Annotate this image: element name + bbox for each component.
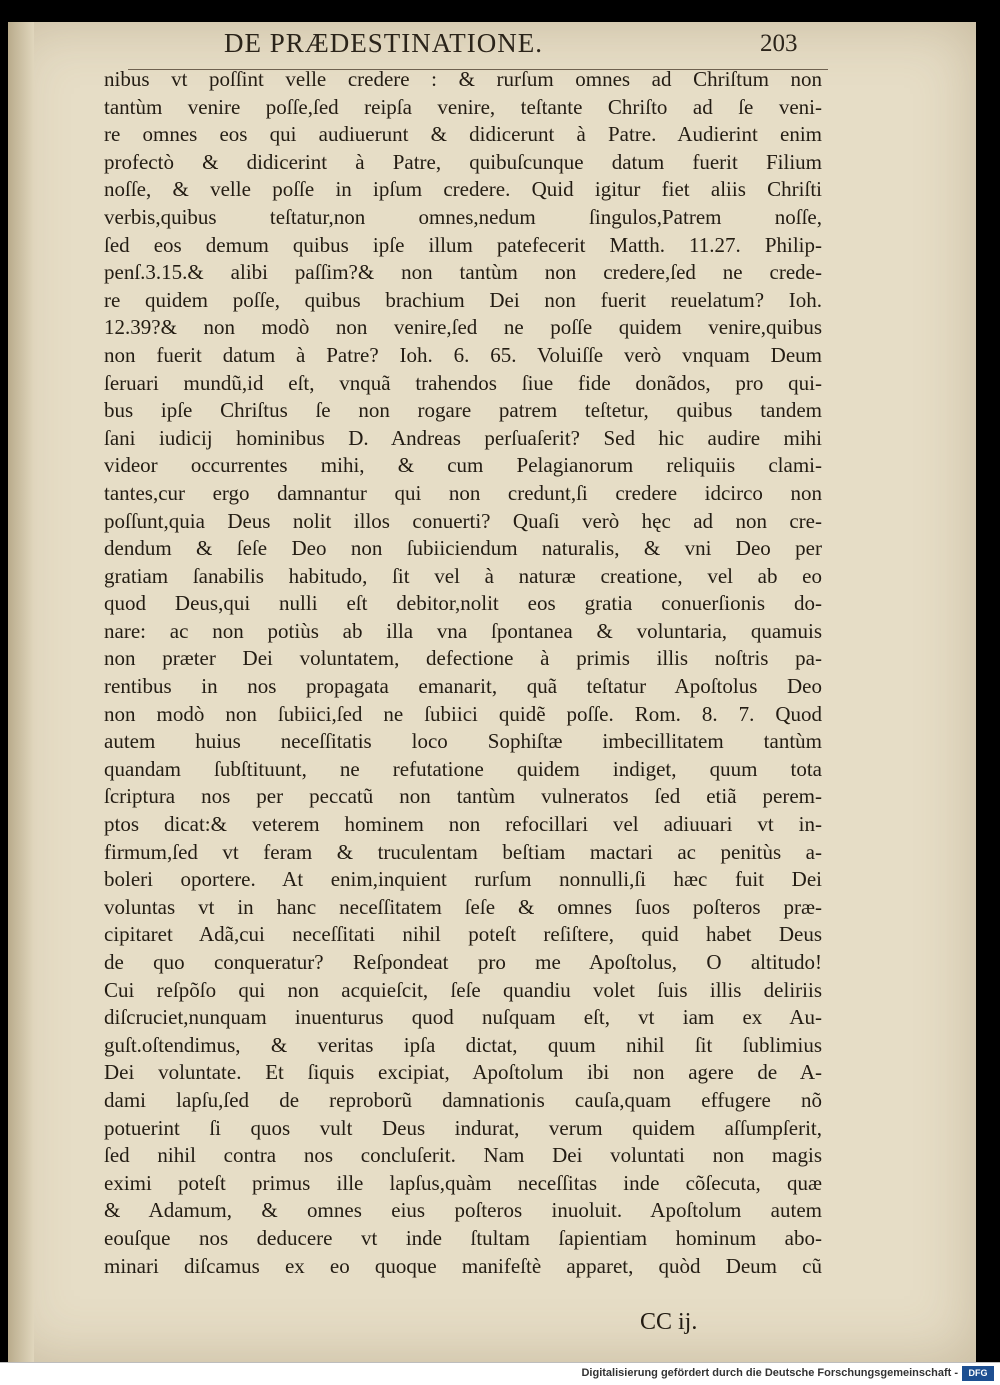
text-line: ſani iudicij hominibus D. Andreas perſuaſerit? Sed hic audire mihi: [104, 425, 822, 450]
text-line: firmum,ſed vt feram & truculentam beſtiam mactari ac penitùs a-: [104, 839, 822, 864]
text-line: diſcruciet,nunquam inuenturus quod nuſquam eſt, vt iam ex Au-: [104, 1005, 822, 1030]
text-line: penſ.3.15.& alibi paſſim?& non tantùm non credere,ſed ne crede-: [104, 260, 822, 285]
body-text: [104, 66, 822, 1280]
page-number: 203: [760, 30, 798, 57]
text-line: Cui reſpõſo qui non acquieſcit, ſeſe quandiu volet ſuis illis deliriis: [104, 977, 822, 1002]
text-line: voluntas vt in hanc neceſſitatem ſeſe & omnes ſuos poſteros præ-: [104, 894, 822, 919]
text-line: tantes,cur ergo damnantur qui non credunt,ſi credere idcirco non: [104, 480, 822, 505]
text-line: quandam ſubſtituunt, ne refutatione quidem indiget, quum tota: [104, 756, 822, 781]
text-line: cipitaret Adã,cui neceſſitati nihil poteſt reſiſtere, quid habet Deus: [104, 922, 822, 947]
text-line: autem huius neceſſitatis loco Sophiſtæ imbecillitatem tantùm: [104, 729, 822, 754]
text-line: 12.39?& non modò non venire,ſed ne poſſe quidem venire,quibus: [104, 315, 822, 340]
text-line: dami lapſu,ſed de reproborũ damnationis cauſa,quam effugere nõ: [104, 1087, 822, 1112]
text-line: guſt.oſtendimus, & veritas ipſa dictat, quum nihil ſit ſublimius: [104, 1032, 822, 1057]
text-line: re quidem poſſe, quibus brachium Dei non fuerit reuelatum? Ioh.: [104, 287, 822, 312]
text-line: nibus vt poſſint velle credere : & rurſum omnes ad Chriſtum non: [104, 67, 822, 91]
text-line: quod Deus,qui nulli eſt debitor,nolit eos gratia conuerſionis do-: [104, 591, 822, 616]
book-page: [8, 22, 976, 1362]
footer-bar: [0, 1362, 1000, 1385]
text-line: verbis,quibus teſtatur,non omnes,nedum ſingulos,Patrem noſſe,: [104, 204, 822, 229]
text-line: eouſque nos deducere vt inde ſtultam ſapientiam hominum abo-: [104, 1225, 822, 1250]
text-line: ptos dicat:& veterem hominem non refocillari vel adiuuari vt in-: [104, 812, 822, 837]
running-title: DE PRÆDESTINATIONE.: [224, 28, 543, 58]
text-line: tantùm venire poſſe,ſed reipſa venire, teſtante Chriſto ad ſe veni-: [104, 94, 822, 119]
text-line: poſſunt,quia Deus nolit illos conuerti? Quaſi verò hęc ad non cre-: [104, 508, 822, 533]
page-header: [8, 28, 976, 68]
text-line: de quo conqueratur? Reſpondeat pro me Apoſtolus, O altitudo!: [104, 950, 822, 974]
text-line: bus ipſe Chriſtus ſe non rogare patrem teſtetur, quibus tandem: [104, 398, 822, 423]
text-line: nare: ac non potiùs ab illa vna ſpontanea & voluntaria, quamuis: [104, 618, 822, 643]
text-line: ſed nihil contra nos concluſerit. Nam Dei voluntati non magis: [104, 1143, 822, 1168]
text-line: non fuerit datum à Patre? Ioh. 6. 65. Voluiſſe verò vnquam Deum: [104, 342, 822, 367]
page-gutter: [8, 22, 34, 1362]
dfg-logo: DFG: [962, 1366, 994, 1381]
text-line: ſcriptura nos per peccatũ non tantùm vulneratos ſed etiã perem-: [104, 784, 822, 809]
text-line: & Adamum, & omnes eius poſteros inuoluit. Apoſtolum autem: [104, 1198, 822, 1223]
text-line: gratiam ſanabilis habitudo, ſit vel à naturæ creatione, vel ab eo: [104, 563, 822, 588]
text-line: dendum & ſeſe Deo non ſubiiciendum naturalis, & vni Deo per: [104, 536, 822, 561]
text-line: boleri oportere. At enim,inquient rurſum nonnulli,ſi hæc fuit Dei: [104, 867, 822, 892]
text-line: eximi poteſt primus ille lapſus,quàm neceſſitas inde cõſecuta, quæ: [104, 1170, 822, 1195]
text-line: profectò & didicerint à Patre, quibuſcunque datum fuerit Filium: [104, 149, 822, 174]
text-line: non præter Dei voluntatem, defectione à primis illis noſtris pa-: [104, 646, 822, 671]
text-line: re omnes eos qui audiuerunt & didicerunt à Patre. Audierint enim: [104, 122, 822, 147]
text-line: ſed eos demum quibus ipſe illum patefecerit Matth. 11.27. Philip-: [104, 232, 822, 257]
text-line: noſſe, & velle poſſe in ipſum credere. Quid igitur fiet aliis Chriſti: [104, 177, 822, 202]
text-line: potuerint ſi quos vult Deus indurat, verum quidem aſſumpſerit,: [104, 1115, 822, 1140]
text-line: Dei voluntate. Et ſiquis excipiat, Apoſtolum ibi non agere de A-: [104, 1060, 822, 1085]
text-line: non modò non ſubiici,ſed ne ſubiici quidẽ poſſe. Rom. 8. 7. Quod: [104, 701, 822, 726]
text-line: ſeruari mundũ,id eſt, vnquã trahendos ſiue fide donãdos, pro qui-: [104, 370, 822, 395]
text-line: minari diſcamus ex eo quoque manifeſtè apparet, quòd Deum cũ: [104, 1253, 822, 1278]
funding-notice: Digitalisierung gefördert durch die Deutsche Forschungsgemeinschaft -: [581, 1367, 958, 1379]
text-line: videor occurrentes mihi, & cum Pelagianorum reliquiis clami-: [104, 453, 822, 478]
text-line: rentibus in nos propagata emanarit, quã teſtatur Apoſtolus Deo: [104, 674, 822, 699]
signature-mark: CC ij.: [640, 1309, 698, 1335]
